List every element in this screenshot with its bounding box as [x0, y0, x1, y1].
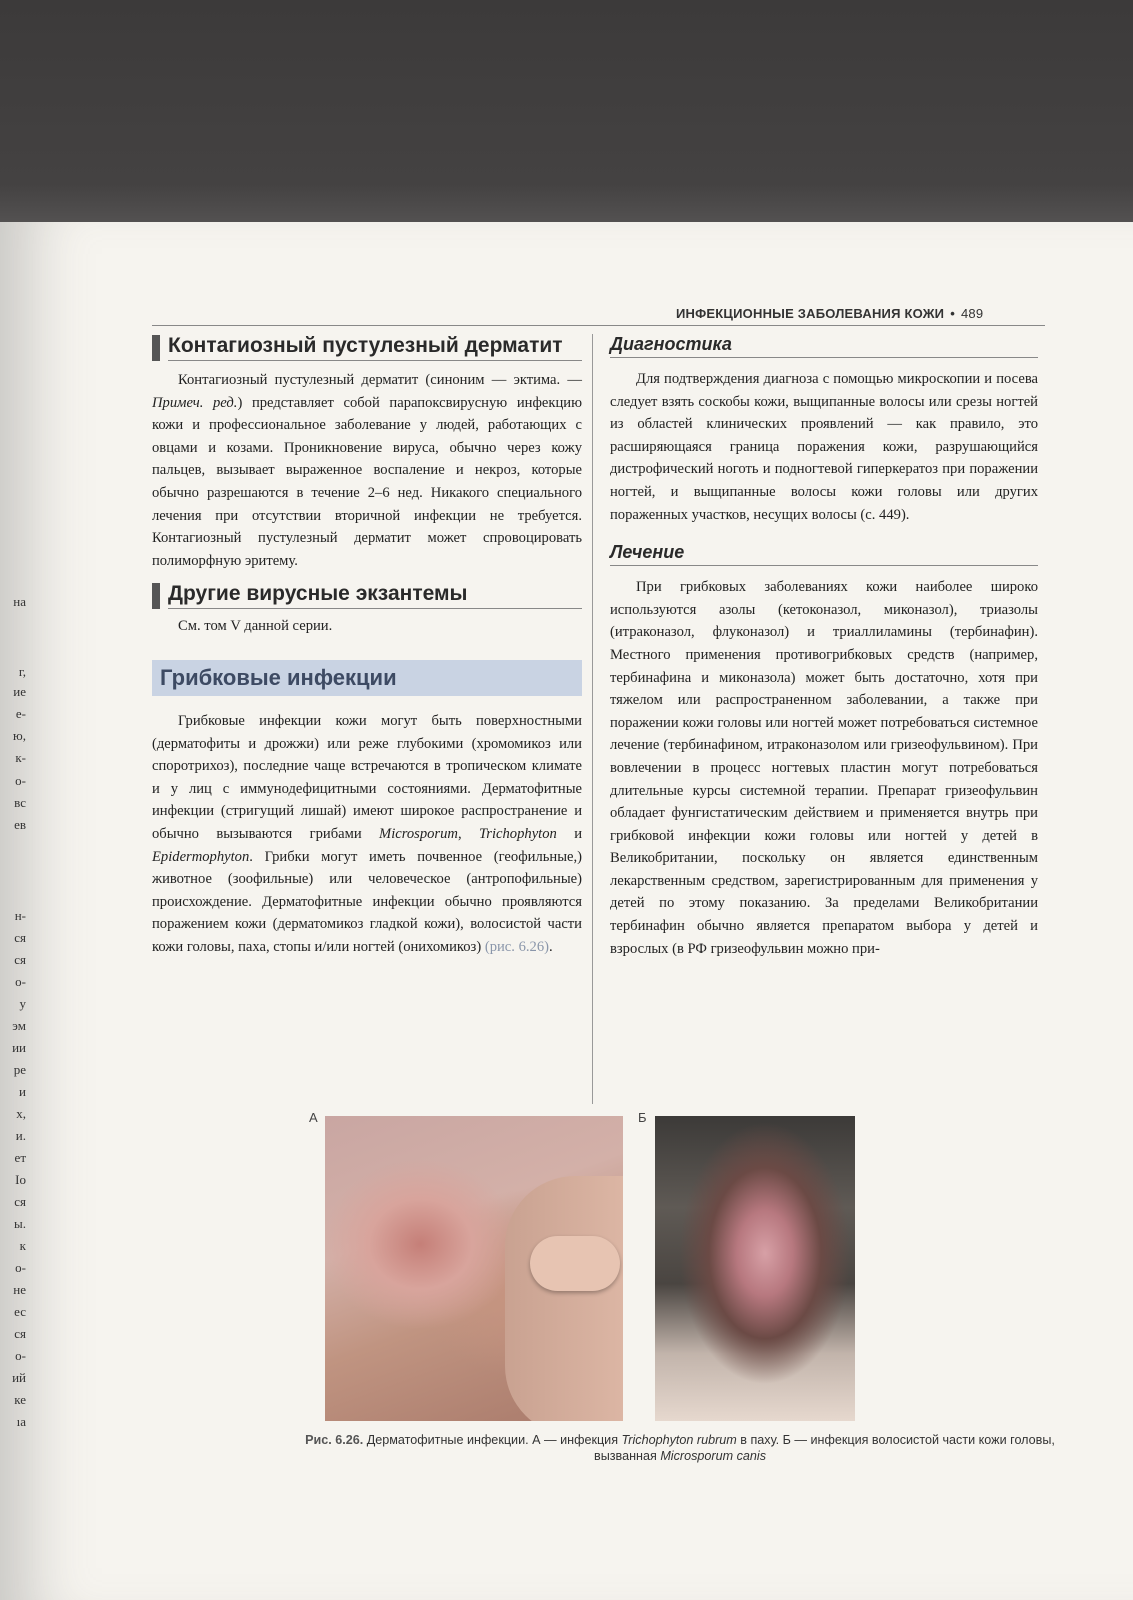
right-column — [610, 334, 1038, 960]
running-header — [676, 306, 983, 321]
margin-fragment: ся — [14, 952, 26, 967]
left-margin-bleed — [0, 222, 30, 1600]
heading-fungal-infections: Грибковые инфекции — [152, 660, 582, 696]
header-separator: • — [950, 306, 955, 321]
margin-fragment: ев — [14, 817, 26, 832]
margin-fragment: на — [13, 594, 26, 609]
page-number: 489 — [960, 306, 984, 321]
margin-fragment: эм — [12, 1018, 26, 1033]
photo-groin-infection — [325, 1116, 623, 1421]
column-divider — [592, 334, 593, 1104]
heading-contagious-dermatitis: Контагиозный пустулезный дерматит — [152, 334, 582, 361]
photo-scalp-infection — [655, 1116, 855, 1421]
genus-trichophyton: Trichophyton — [478, 825, 557, 842]
figure-label-b: Б — [638, 1110, 647, 1125]
paragraph-contagious-dermatitis: Контагиозный пустулезный дерматит (синоним — эктима. — Примеч. ред.) представляет собой парапоксвирусную инфекцию кожи и профессиональное заболевание у людей, работающих с овцами и козами. Проникновение вируса, обычно через кожу пальцев, вызывает выраженное воспаление и некроз, которые обычно разрешаются в течение 2–6 нед. Никакого специального лечения при отсутствии вторичной инфекции не требуется. Контагиозный пустулезный дерматит может спровоцировать полиморфную эритему. — [152, 372, 582, 569]
paragraph-other-exanthems: См. том V данной серии. — [178, 618, 333, 635]
margin-fragment: ся — [14, 1194, 26, 1209]
margin-fragment: о- — [15, 1260, 26, 1275]
margin-fragment: н- — [14, 908, 26, 923]
paragraph-diagnostics: Для подтверждения диагноза с помощью микроскопии и посева следует взять соскобы кожи, выщипанные волосы или срезы ногтей из областей клинических проявлений — как правило, это расширяющаяся граница поражения кожи, разрушающийся дистрофический ноготь и подногтевой гиперкератоз при поражении ногтей, и выщипанные волосы кожи головы или других пораженных участков, несущих волосы (с. 449). — [610, 371, 1038, 523]
figure-caption: Рис. 6.26. Дерматофитные инфекции. А — инфекция Trichophyton rubrum в паху. Б — инфекция волосистой части кожи головы, вызванная Microsporum canis — [305, 1433, 1055, 1463]
margin-fragment: ся — [14, 1326, 26, 1341]
scan-background-top — [0, 0, 1133, 230]
header-rule — [152, 325, 1045, 326]
margin-fragment: и — [19, 1084, 26, 1099]
book-page — [0, 222, 1133, 1600]
margin-fragment: ет — [14, 1150, 26, 1165]
heading-marker — [152, 583, 160, 609]
margin-fragment: ке — [14, 1392, 26, 1407]
heading-diagnostics: Диагностика — [610, 334, 1038, 358]
margin-fragment: ес — [14, 1304, 26, 1319]
figure-label-a: А — [309, 1110, 318, 1125]
editor-note: Примеч. ред. — [152, 394, 238, 411]
heading-treatment: Лечение — [610, 542, 1038, 566]
margin-fragment: ре — [13, 1062, 26, 1077]
left-column — [152, 334, 582, 958]
margin-fragment: ы. — [14, 1216, 26, 1231]
margin-fragment: Ιо — [15, 1172, 26, 1187]
margin-fragment: ие — [13, 684, 26, 699]
caption-prefix: Рис. 6.26. — [305, 1433, 364, 1447]
margin-fragment: не — [13, 1282, 26, 1297]
margin-fragment: х, — [16, 1106, 26, 1121]
genus-microsporum: Microsporum — [379, 825, 458, 842]
heading-marker — [152, 335, 160, 361]
margin-fragment: о- — [15, 1348, 26, 1363]
caption-species-1: Trichophyton rubrum — [621, 1433, 737, 1447]
genus-epidermophyton: Epidermophyton — [152, 848, 250, 865]
margin-fragment: ий — [12, 1370, 26, 1385]
header-section: ИНФЕКЦИОННЫЕ ЗАБОЛЕВАНИЯ КОЖИ — [676, 306, 945, 321]
margin-fragment: г, — [18, 664, 26, 679]
margin-fragment: о- — [15, 974, 26, 989]
paragraph-treatment: При грибковых заболеваниях кожи наиболее широко используются азолы (кетоконазол, миконазол), триазолы (итраконазол, флуконазол) и триаллиламины (тербинафин). Местного применения противогрибковых средств (например, тербинафина и миконазола) может быть достаточно, хотя при тяжелом или распространенном заболевании, а также при поражении кожи головы или ногтей может потребоваться системное лечение (тербинафином, итраконазолом или гризеофульвином). При вовлечении в процесс ногтевых пластин могут потребоваться длительные курсы системной терапии. Препарат гризеофульвин обладает фунгистатическим действием и применяется внутрь при грибковой инфекции кожи головы или ногтей у детей в Великобритании, поскольку он является единственным лекарственным средством, зарегистрированным для применения у детей по этому показанию. За пределами Великобритании тербинафин обычно является препаратом выбора у детей и взрослых (в РФ гризеофульвин можно при- — [610, 579, 1038, 957]
margin-fragment: у — [19, 996, 26, 1011]
margin-fragment: е- — [15, 706, 26, 721]
figure-6-26 — [300, 1110, 1060, 1540]
caption-species-2: Microsporum canis — [660, 1449, 766, 1463]
margin-fragment: ю, — [13, 728, 26, 743]
margin-fragment: к — [19, 1238, 26, 1253]
photo-skin-fold — [505, 1176, 623, 1421]
paragraph-fungal-infections: Грибковые инфекции кожи могут быть поверхностными (дерматофиты и дрожжи) или реже глубокими (хромомикоз или споротрихоз), последние чаще встречаются в тропическом климате и у лиц с иммунодефицитными состояниями. Дерматофитные инфекции (стригущий лишай) имеют широкое распространение и обычно вызываются грибами Microsporum, Trichophyton и Epidermophyton. Грибки могут иметь почвенное (геофильные,) животное (зоофильные) или человеческое (антропофильные) происхождение. Дерматофитные инфекции обычно проявляются поражением кожи (дерматомикоз гладкой кожи), волосистой части кожи головы, паха, стопы и/или ногтей (онихомикоз) (рис. 6.26). — [152, 712, 583, 955]
margin-fragment: к- — [15, 750, 26, 765]
margin-fragment: ıa — [16, 1414, 26, 1429]
margin-fragment: ии — [12, 1040, 26, 1055]
figure-reference[interactable]: (рис. 6.26) — [484, 938, 549, 955]
photo-thumb — [530, 1236, 620, 1291]
margin-fragment: и. — [15, 1128, 26, 1143]
heading-other-exanthems: Другие вирусные экзантемы — [152, 582, 582, 609]
margin-fragment: о- — [15, 773, 26, 788]
margin-fragment: ся — [14, 930, 26, 945]
margin-fragment: вс — [14, 795, 26, 810]
